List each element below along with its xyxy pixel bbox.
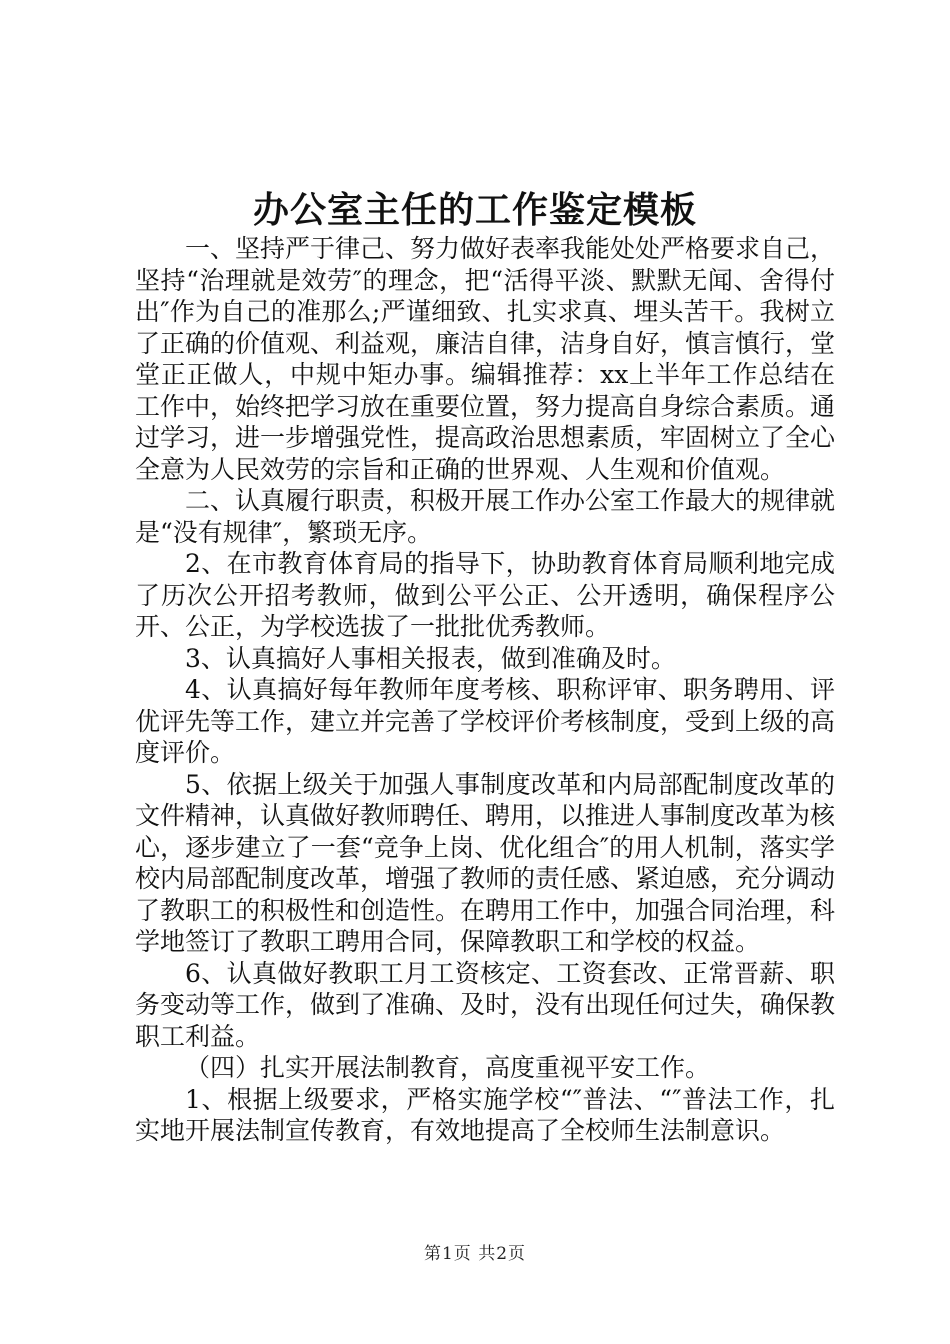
paragraph-9: 1、根据上级要求，严格实施学校“″普法、“″普法工作，扎实地开展法制宣传教育，有效地提高了全校师生法制意识。 (135, 1084, 835, 1145)
paragraph-5: 4、认真搞好每年教师年度考核、职称评审、职务聘用、评优评先等工作，建立并完善了学校评价考核制度，受到上级的高度评价。 (135, 675, 836, 767)
paragraph-4: 3、认真搞好人事相关报表，做到准确及时。 (185, 643, 676, 673)
document-body (135, 233, 835, 1147)
paragraph-8: （四）扎实开展法制教育，高度重视平安工作。 (185, 1053, 711, 1082)
paragraph-6: 5、依据上级关于加强人事制度改革和内局部配制度改革的文件精神，认真做好教师聘任、聘用，以推进人事制度改革为核心，逐步建立了一套“竞争上岗、优化组合″的用人机制，落实学校内局部配制度改革，增强了教师的责任感、紧迫感，充分调动了教职工的积极性和创造性。在聘用工作中，加强合同治理，科学地签订了教职工聘用合同，保障教职工和学校的权益。 (135, 769, 836, 956)
paragraph-3: 2、在市教育体育局的指导下，协助教育体育局顺利地完成了历次公开招考教师，做到公平公正、公开透明，确保程序公开、公正，为学校选拔了一批批优秀教师。 (135, 549, 835, 641)
paragraph-2: 二、认真履行职责，积极开展工作办公室工作最大的规律就是“没有规律″，繁琐无序。 (135, 486, 836, 547)
page-number-footer: 第1页 共2页 (423, 1244, 527, 1264)
paragraph-1: 一、坚持严于律己、努力做好表率我能处处严格要求自己，坚持“治理就是效劳″的理念，把“活得平淡、默默无闻、舍得付出″作为自己的准那么;严谨细致、扎实求真、埋头苦干。我树立了正确的价值观、利益观，廉洁自律，洁身自好，慎言慎行，堂堂正正做人，中规中矩办事。编辑推荐：xx上半年工作总结在工作中，始终把学习放在重要位置，努力提高自身综合素质。通过学习，进一步增强党性，提高政治思想素质，牢固树立了全心全意为人民效劳的宗旨和正确的世界观、人生观和价值观。 (135, 234, 836, 484)
document-title: 办公室主任的工作鉴定模板 (252, 189, 697, 231)
paragraph-7: 6、认真做好教职工月工资核定、工资套改、正常晋薪、职务变动等工作，做到了准确、及时，没有出现任何过失，确保教职工利益。 (135, 958, 836, 1051)
